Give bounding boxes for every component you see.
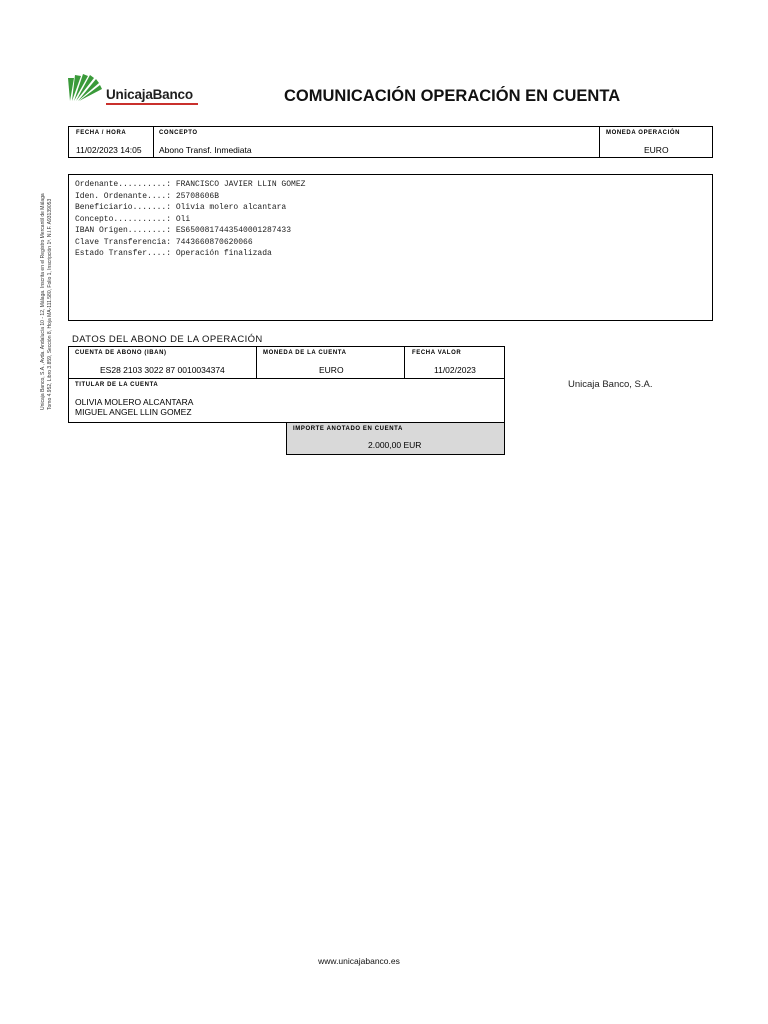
fecha-valor-cell — [405, 347, 504, 378]
abono-section-title: DATOS DEL ABONO DE LA OPERACIÓN — [72, 334, 263, 345]
detail-line: Ordenante..........: FRANCISCO JAVIER LLIN GOMEZ — [75, 180, 306, 189]
cuenta-abono-value: ES28 2103 3022 87 0010034374 — [100, 365, 225, 375]
fecha-label: FECHA / HORA — [76, 130, 127, 136]
detail-line: Clave Transferencia: 7443660870620066 — [75, 238, 253, 247]
moneda-cuenta-label: MONEDA DE LA CUENTA — [263, 350, 347, 356]
logo-fan-icon — [66, 70, 106, 104]
detail-line: Beneficiario.......: Olivia molero alcantara — [75, 203, 287, 212]
detail-line: IBAN Origen........: ES6500817443540001287433 — [75, 226, 292, 235]
titular-name-2: MIGUEL ANGEL LLIN GOMEZ — [75, 407, 192, 417]
fecha-cell — [69, 127, 154, 157]
fecha-valor-value: 11/02/2023 — [434, 365, 476, 375]
importe-cell — [286, 422, 505, 455]
detail-line: Estado Transfer....: Operación finalizada — [75, 249, 272, 258]
concepto-value: Abono Transf. Inmediata — [159, 145, 252, 155]
logo-wordmark: UnicajaBanco — [106, 87, 193, 102]
cuenta-abono-cell — [69, 347, 257, 378]
website-link[interactable]: www.unicajabanco.es — [318, 956, 400, 966]
unicaja-logo — [66, 70, 200, 106]
titular-cell — [68, 378, 505, 423]
moneda-operacion-value: EURO — [644, 145, 669, 155]
document-title: COMUNICACIÓN OPERACIÓN EN CUENTA — [284, 87, 621, 105]
fecha-value: 11/02/2023 14:05 — [76, 145, 142, 155]
company-name: Unicaja Banco, S.A. — [568, 379, 653, 390]
moneda-cuenta-value: EURO — [319, 365, 344, 375]
detail-line: Concepto...........: Oli — [75, 215, 191, 224]
operation-header-table — [68, 126, 713, 158]
detail-line: Iden. Ordenante....: 25708606B — [75, 192, 220, 201]
fecha-valor-label: FECHA VALOR — [412, 350, 462, 356]
abono-table-row-1 — [68, 346, 505, 379]
transfer-details-box — [68, 174, 713, 321]
logo-underline — [106, 103, 198, 105]
moneda-operacion-cell — [600, 127, 712, 157]
legal-line-2: Tomo 4.952, Libro 3.859, Sección 8, Hoja MA-111.580, Folio 1, Inscripción 1ª. N.I.F. A93139053 — [47, 198, 53, 410]
concepto-label: CONCEPTO — [159, 130, 198, 136]
titular-name-1: OLIVIA MOLERO ALCANTARA — [75, 397, 194, 407]
importe-label: IMPORTE ANOTADO EN CUENTA — [293, 426, 403, 432]
moneda-operacion-label: MONEDA OPERACIÓN — [606, 130, 681, 136]
legal-line-1: Unicaja Banco, S.A., Avda. Andalucía 10 - 12, Málaga. Inscrita en el Registro Mercantil de Málaga — [40, 193, 46, 410]
moneda-cuenta-cell — [257, 347, 405, 378]
titular-label: TITULAR DE LA CUENTA — [75, 382, 159, 388]
importe-value: 2.000,00 EUR — [368, 440, 422, 450]
concepto-cell — [154, 127, 600, 157]
legal-side-text — [40, 150, 54, 410]
cuenta-abono-label: CUENTA DE ABONO (IBAN) — [75, 350, 167, 356]
